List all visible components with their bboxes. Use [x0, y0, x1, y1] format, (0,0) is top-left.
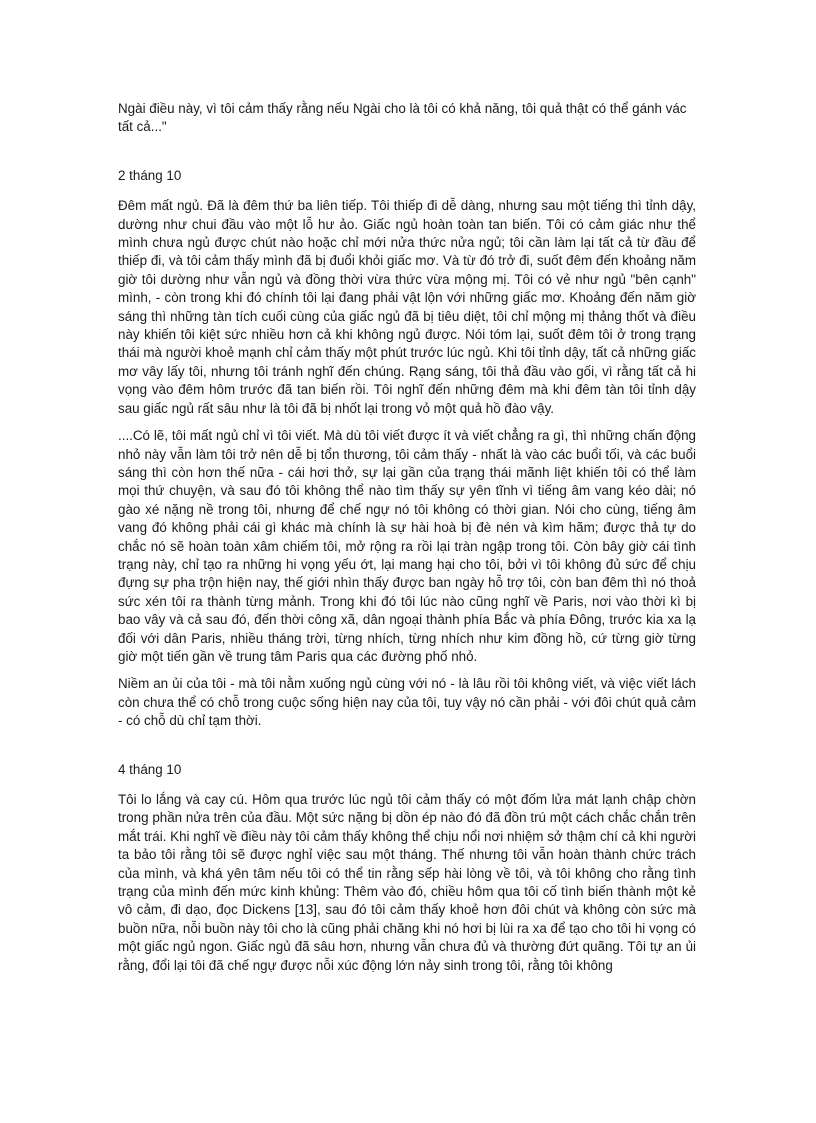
entry-paragraph: Niềm an ủi của tôi - mà tôi nằm xuống ngủ cùng với nó - là lâu rồi tôi không viết, và việc viết lách còn chưa thể có chỗ trong cuộc sống hiện nay của tôi, tuy vậy nó cần phải - với đôi chút quả cảm - có chỗ dù chỉ tạm thời.: [118, 676, 696, 729]
entry-paragraph: ....Có lẽ, tôi mất ngủ chỉ vì tôi viết. Mà dù tôi viết được ít và viết chẳng ra gì, thì những chấn động nhỏ này vẫn làm tôi trở nên dễ bị tổn thương, tôi cảm thấy - nhất là vào các buổi tối, và các buổi sáng thì còn hơn thế nữa - cái hơi thở, sự lại gần của trạng thái mãnh liệt khiến tôi có thể làm mọi thứ chuyện, và sau đó tôi không thể nào tìm thấy sự yên tĩnh vì tiếng âm vang kéo dài; nó gào xé nặng nề trong tôi, nhưng để chế ngự nó tôi không có thời gian. Nói cho cùng, tiếng âm vang đó không phải cái gì khác mà chính là sự hài hoà bị đè nén và kìm hãm; được thả tự do chắc nó sẽ hoàn toàn xâm chiếm tôi, mở rộng ra rồi lại tràn ngập trong tôi. Còn bây giờ cái tình trạng này, chỉ tạo ra những hi vọng yếu ớt, lại mang hại cho tôi, bởi vì tôi không đủ sức để chịu đựng sự pha trộn hiện nay, thế giới nhìn thấy được ban ngày hỗ trợ tôi, còn ban đêm thì nó thoả sức xén tôi ra thành từng mảnh. Trong khi đó tôi lúc nào cũng nghĩ về Paris, nơi vào thời kì bị bao vây và cả sau đó, đến thời công xã, dân ngoại thành phía Bắc và phía Đông, trước kia xa lạ đối với dân Paris, nhiều tháng trời, từng nhích, từng nhích như kim đồng hồ, cứ từng giờ từng giờ một tiến gần về trung tâm Paris qua các đường phố nhỏ.: [118, 428, 696, 664]
entry-date-heading: 2 tháng 10: [118, 167, 182, 183]
spacer: [118, 731, 696, 761]
spacer: [118, 137, 696, 167]
entry-date-heading: 4 tháng 10: [118, 761, 182, 777]
entry-paragraph: Đêm mất ngủ. Đã là đêm thứ ba liên tiếp. Tôi thiếp đi dễ dàng, nhưng sau một tiếng thì tỉnh dậy, dường như chui đầu vào một lỗ hư ảo. Giấc ngủ hoàn toàn tan biến. Tôi có cảm giác như thể mình chưa ngủ được chút nào hoặc chỉ mới nửa thức nửa ngủ; tôi cần làm lại tất cả từ đầu để thiếp đi, và tôi cảm thấy mình đã bị đuổi khỏi giấc mơ. Và từ đó trở đi, suốt đêm đến khoảng năm giờ tôi dường như vẫn ngủ và đồng thời vừa thức vừa mộng mị. Tôi có vẻ như ngủ "bên cạnh" mình, - còn trong khi đó chính tôi lại đang phải vật lộn với những giấc mơ. Khoảng đến năm giờ sáng thì những tàn tích cuối cùng của giấc ngủ đã bị tiêu diệt, tôi chỉ mộng mị thảng thốt và điều này khiến tôi kiệt sức nhiều hơn cả khi không ngủ được. Nói tóm lại, suốt đêm tôi ở trong trạng thái mà người khoẻ mạnh chỉ cảm thấy một phút trước lúc ngủ. Khi tôi tỉnh dậy, tất cả những giấc mơ vây lấy tôi, nhưng tôi tránh nghĩ đến chúng. Rạng sáng, tôi thả đầu vào gối, vì rằng tất cả hi vọng vào đêm hôm trước đã tan biến rồi. Tôi nghĩ đến những đêm mà khi đêm tàn tôi tỉnh dậy sau giấc ngủ rất sâu như là tôi đã bị nhốt lại trong vỏ một quả hồ đào vậy.: [118, 198, 696, 416]
spacer: [118, 185, 696, 197]
spacer: [118, 779, 696, 791]
document-page: [118, 100, 696, 975]
intro-paragraph: Ngài điều này, vì tôi cảm thấy rằng nếu Ngài cho là tôi có khả năng, tôi quả thật có thể gánh vác tất cả...": [118, 101, 687, 135]
spacer: [118, 418, 696, 427]
entry-paragraph: Tôi lo lắng và cay cú. Hôm qua trước lúc ngủ tôi cảm thấy có một đốm lửa mát lạnh chập chờn trong phần nửa trên của đầu. Một sức nặng bị dồn ép nào đó đã đồn trú một cách chắc chắn trên mắt trái. Khi nghĩ về điều này tôi cảm thấy không thể chịu nổi nơi nhiệm sở thậm chí cả khi người ta bảo tôi rằng tôi sẽ được nghỉ việc sau một tháng. Thế nhưng tôi vẫn hoàn thành chức trách của mình, và khá yên tâm nếu tôi có thể tin rằng sếp hài lòng về tôi, và tôi không cho rằng tình trạng của mình đến mức kinh khủng: Thêm vào đó, chiều hôm qua tôi cố tình biến thành một kẻ vô cảm, đi dạo, đọc Dickens [13], sau đó tôi cảm thấy khoẻ hơn đôi chút và không còn sức mà buồn nữa, nỗi buồn này tôi cho là cũng phải chăng khi nó hơi bị lùi ra xa để tạo cho tôi hi vọng có một giấc ngủ ngon. Giấc ngủ đã sâu hơn, nhưng vẫn chưa đủ và thường đứt quãng. Tôi tự an ủi rằng, đổi lại tôi đã chế ngự được nỗi xúc động lớn nảy sinh trong tôi, rằng tôi không: [118, 792, 696, 973]
spacer: [118, 666, 696, 675]
